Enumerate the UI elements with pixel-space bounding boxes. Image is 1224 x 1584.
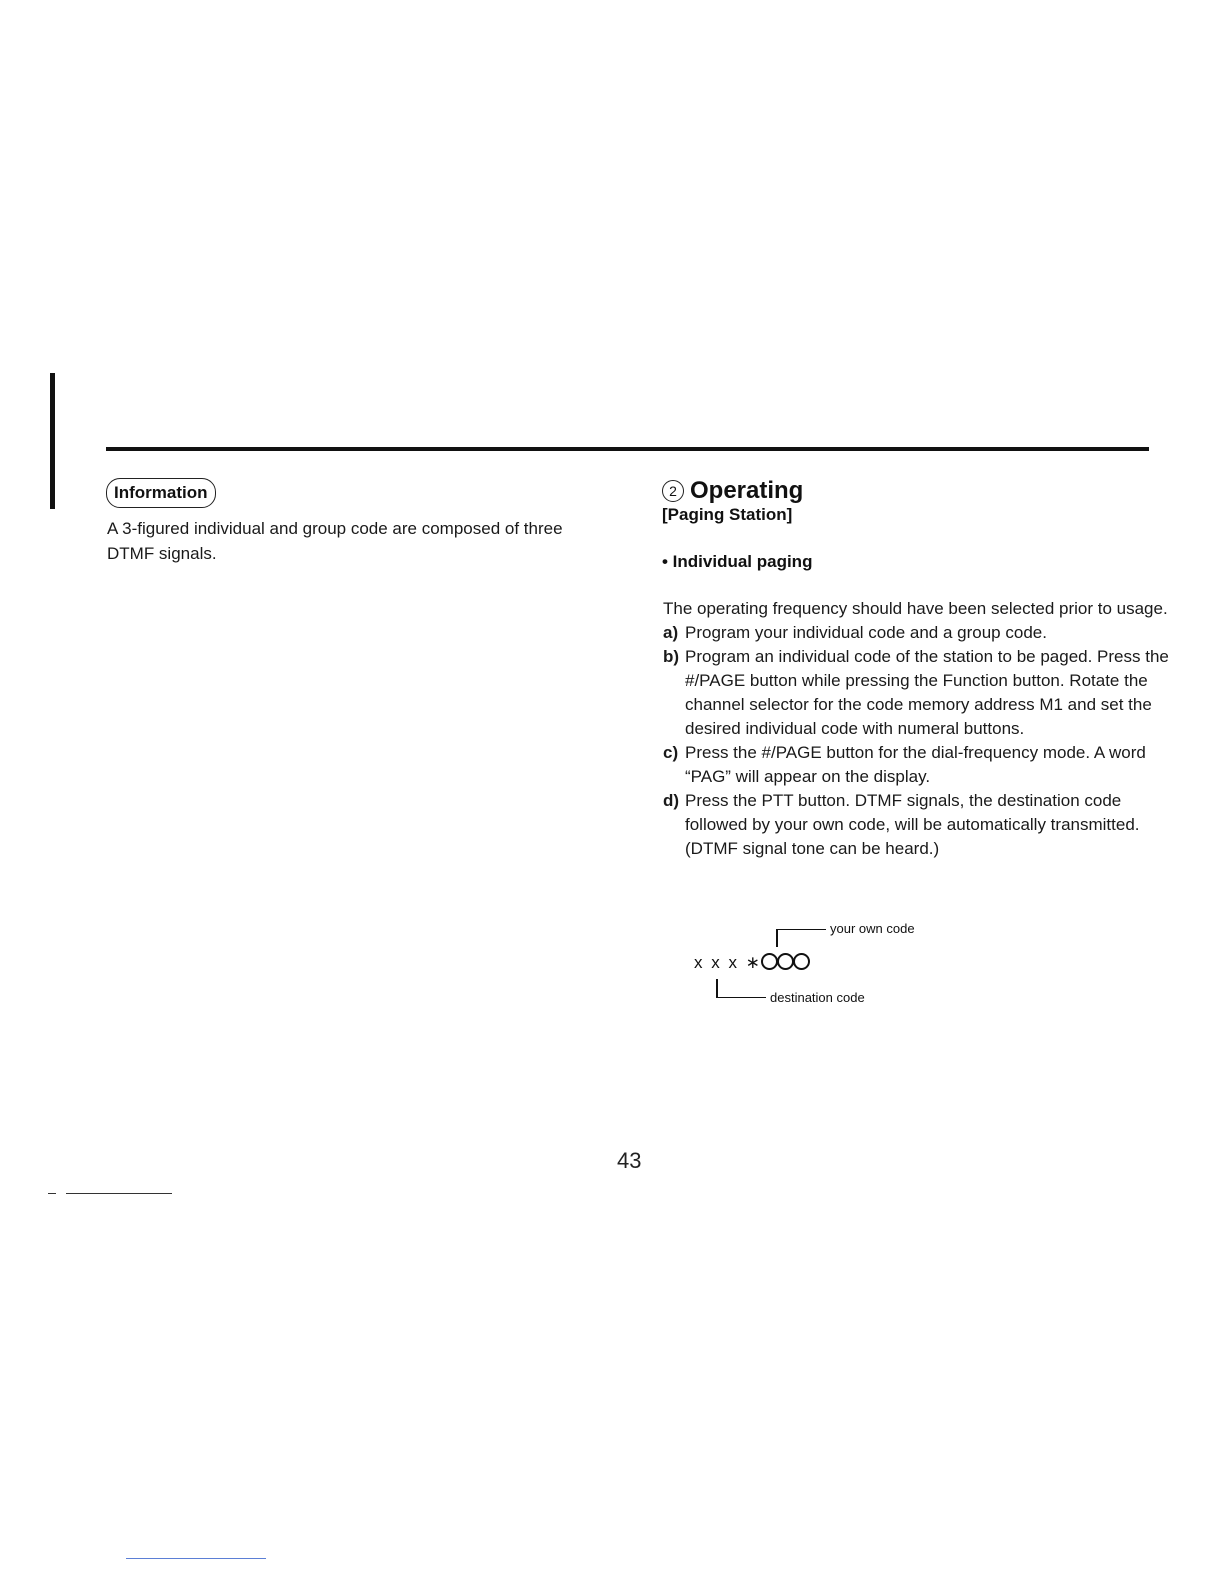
margin-change-bar [50,373,55,509]
information-text: A 3-figured individual and group code are composed of three DTMF signals. [107,519,563,563]
page-number: 43 [617,1148,642,1173]
step-item [663,789,1173,861]
code-diagram [690,915,990,1015]
step-text: Press the PTT button. DTMF signals, the destination code followed by your own code, will be automatically transmitted. (DTMF signal tone can be heard.) [685,791,1140,858]
step-text: Program your individual code and a group code. [685,623,1047,642]
step-mark: b) [663,647,680,666]
destination-leader-vertical [716,979,718,997]
instructions-body [663,597,1173,861]
intro-paragraph: The operating frequency should have been selected prior to usage. [663,599,1168,618]
own-code-digit-icon [793,953,810,970]
step-mark: d) [663,791,680,810]
header-rule [106,447,1149,451]
section-number: 2 [662,480,684,502]
section-heading [662,476,803,506]
destination-leader-horizontal [716,997,766,998]
bottom-rule [66,1193,172,1194]
own-code-leader-vertical [776,929,778,947]
bullet-heading: • Individual paging [662,552,813,571]
step-text: Program an individual code of the station to be paged. Press the #/PAGE button while pressing the Function button. Rotate the channel selector for the code memory address M1 and set the desired individual code with numeral buttons. [685,647,1169,738]
destination-code-digits: x x x ∗ [694,953,762,972]
code-sequence [694,953,810,973]
step-item [663,645,1173,741]
footer-rule [126,1558,266,1559]
own-code-leader-horizontal [776,929,826,930]
step-mark: c) [663,743,679,762]
bottom-dash [48,1193,56,1194]
step-mark: a) [663,623,679,642]
destination-code-label: destination code [770,990,865,1005]
own-code-label: your own code [830,921,915,936]
own-code-digit-icon [777,953,794,970]
step-item [663,741,1173,789]
step-item [663,621,1173,645]
section-title: Operating [690,477,804,504]
section-subtitle: [Paging Station] [662,505,793,524]
information-tag: Information [106,478,216,508]
step-text: Press the #/PAGE button for the dial-frequency mode. A word “PAG” will appear on the display. [685,743,1146,786]
own-code-digit-icon [761,953,778,970]
